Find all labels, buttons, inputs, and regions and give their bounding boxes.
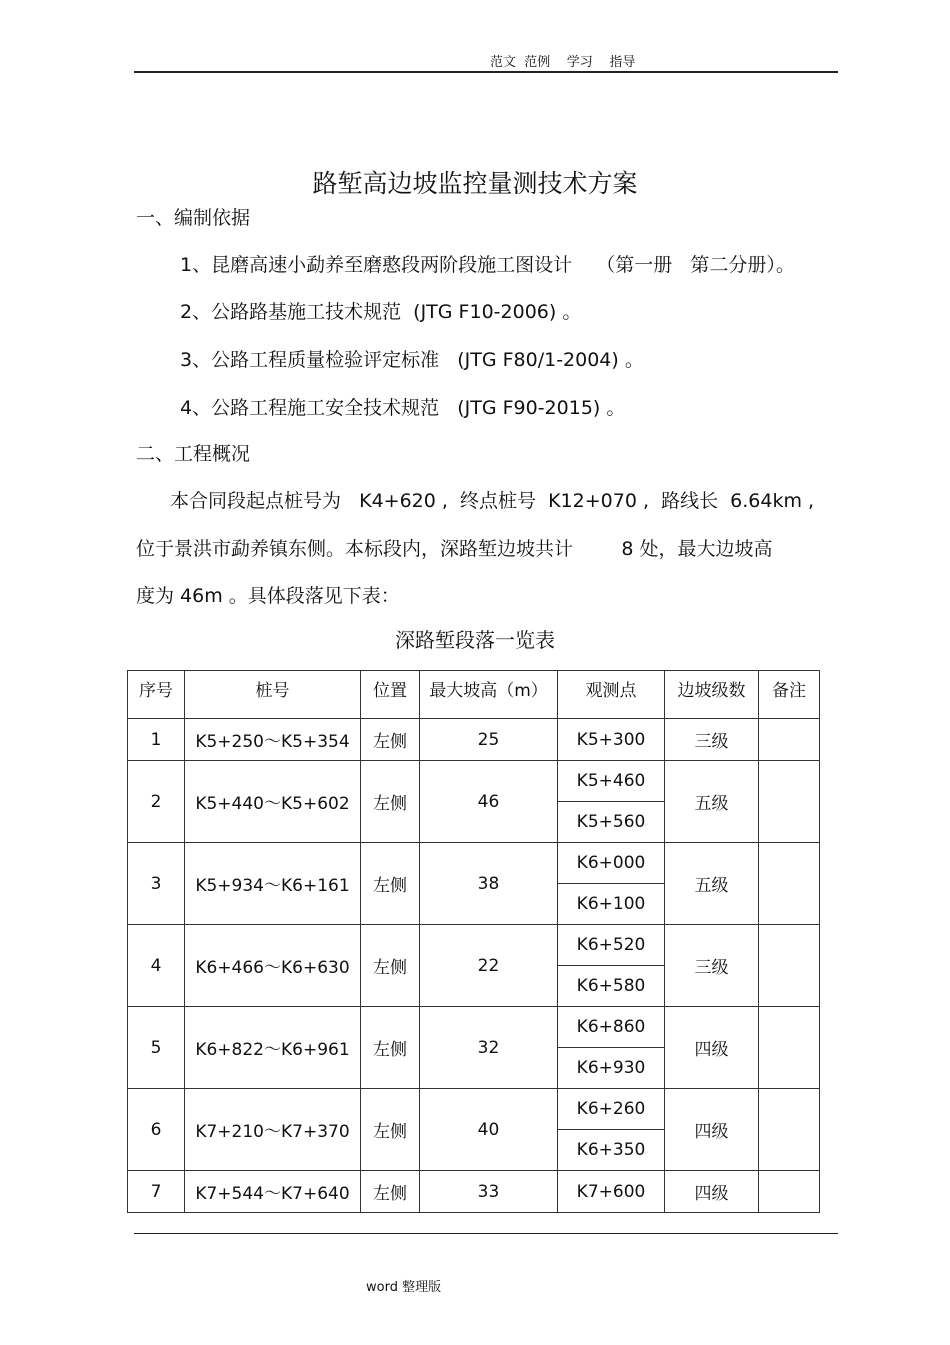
header-cell: 备注 <box>759 671 820 719</box>
basis-item-4: 4、公路工程施工安全技术规范 (JTG F90-2015) 。 <box>180 397 626 419</box>
note-cell <box>759 1007 820 1089</box>
pile-range-cell: K5+250～K5+354 <box>185 719 361 761</box>
header-cell: 边坡级数 <box>665 671 759 719</box>
header-cell: 序号 <box>128 671 185 719</box>
pile-range-cell: K5+440～K5+602 <box>185 761 361 843</box>
header-cell: 最大坡高（m） <box>420 671 558 719</box>
position-cell: 左侧 <box>361 1007 420 1089</box>
observation-point-cell: K6+520 <box>558 925 665 966</box>
max-height-cell: 38 <box>420 843 558 925</box>
section2-heading: 二、工程概况 <box>136 443 251 465</box>
observation-point-cell: K6+930 <box>558 1048 665 1089</box>
pile-range-cell: K6+466～K6+630 <box>185 925 361 1007</box>
pile-range-cell: K6+822～K6+961 <box>185 1007 361 1089</box>
header-cell: 观测点 <box>558 671 665 719</box>
table-row <box>128 1171 820 1213</box>
row-number-cell: 1 <box>128 719 185 761</box>
slope-grade-cell: 四级 <box>665 1007 759 1089</box>
max-height-cell: 46 <box>420 761 558 843</box>
basis-item-2: 2、公路路基施工技术规范 (JTG F10-2006) 。 <box>180 301 582 323</box>
observation-point-cell: K6+580 <box>558 966 665 1007</box>
observation-point-cell: K6+100 <box>558 884 665 925</box>
row-number-cell: 2 <box>128 761 185 843</box>
row-number-cell: 4 <box>128 925 185 1007</box>
header-rule <box>134 71 838 73</box>
pile-range-cell: K7+544～K7+640 <box>185 1171 361 1213</box>
max-height-cell: 40 <box>420 1089 558 1171</box>
overview-line-2: 位于景洪市勐养镇东侧。本标段内，深路堑边坡共计 8 处，最大边坡高 <box>136 538 773 560</box>
observation-point-cell: K7+600 <box>558 1171 665 1213</box>
table-row <box>128 761 820 802</box>
position-cell: 左侧 <box>361 719 420 761</box>
slope-grade-cell: 三级 <box>665 719 759 761</box>
pile-range-cell: K7+210～K7+370 <box>185 1089 361 1171</box>
overview-line-3: 度为 46m 。具体段落见下表： <box>136 585 400 607</box>
slope-grade-cell: 五级 <box>665 843 759 925</box>
page-footer: word 整理版 <box>366 1280 442 1295</box>
basis-item-1: 1、昆磨高速小勐养至磨憨段两阶段施工图设计 （第一册 第二分册）。 <box>180 254 795 276</box>
slope-grade-cell: 五级 <box>665 761 759 843</box>
section1-heading: 一、编制依据 <box>136 207 251 229</box>
pile-range-cell: K5+934～K6+161 <box>185 843 361 925</box>
slope-grade-cell: 四级 <box>665 1089 759 1171</box>
position-cell: 左侧 <box>361 925 420 1007</box>
basis-item-3: 3、公路工程质量检验评定标准 (JTG F80/1-2004) 。 <box>180 349 644 371</box>
header-cell: 桩号 <box>185 671 361 719</box>
table-caption: 深路堑段落一览表 <box>395 628 555 652</box>
note-cell <box>759 925 820 1007</box>
position-cell: 左侧 <box>361 1171 420 1213</box>
table-row <box>128 925 820 966</box>
note-cell <box>759 719 820 761</box>
note-cell <box>759 843 820 925</box>
table-row <box>128 1007 820 1048</box>
observation-point-cell: K5+300 <box>558 719 665 761</box>
segment-table <box>127 670 820 1213</box>
position-cell: 左侧 <box>361 761 420 843</box>
note-cell <box>759 1089 820 1171</box>
page-header: 范文 范例 学习 指导 <box>490 55 636 70</box>
document-title: 路堑高边坡监控量测技术方案 <box>312 169 638 198</box>
row-number-cell: 3 <box>128 843 185 925</box>
row-number-cell: 5 <box>128 1007 185 1089</box>
max-height-cell: 25 <box>420 719 558 761</box>
table-row <box>128 843 820 884</box>
observation-point-cell: K6+260 <box>558 1089 665 1130</box>
note-cell <box>759 1171 820 1213</box>
row-number-cell: 7 <box>128 1171 185 1213</box>
note-cell <box>759 761 820 843</box>
observation-point-cell: K6+350 <box>558 1130 665 1171</box>
footer-rule <box>134 1233 838 1234</box>
position-cell: 左侧 <box>361 843 420 925</box>
table-header-row <box>128 671 820 719</box>
observation-point-cell: K5+460 <box>558 761 665 802</box>
max-height-cell: 32 <box>420 1007 558 1089</box>
header-cell: 位置 <box>361 671 420 719</box>
max-height-cell: 22 <box>420 925 558 1007</box>
observation-point-cell: K6+860 <box>558 1007 665 1048</box>
overview-line-1: 本合同段起点桩号为 K4+620 , 终点桩号 K12+070 , 路线长 6.64km , <box>170 490 815 512</box>
table-row <box>128 719 820 761</box>
observation-point-cell: K5+560 <box>558 802 665 843</box>
position-cell: 左侧 <box>361 1089 420 1171</box>
row-number-cell: 6 <box>128 1089 185 1171</box>
slope-grade-cell: 四级 <box>665 1171 759 1213</box>
table-row <box>128 1089 820 1130</box>
observation-point-cell: K6+000 <box>558 843 665 884</box>
slope-grade-cell: 三级 <box>665 925 759 1007</box>
max-height-cell: 33 <box>420 1171 558 1213</box>
